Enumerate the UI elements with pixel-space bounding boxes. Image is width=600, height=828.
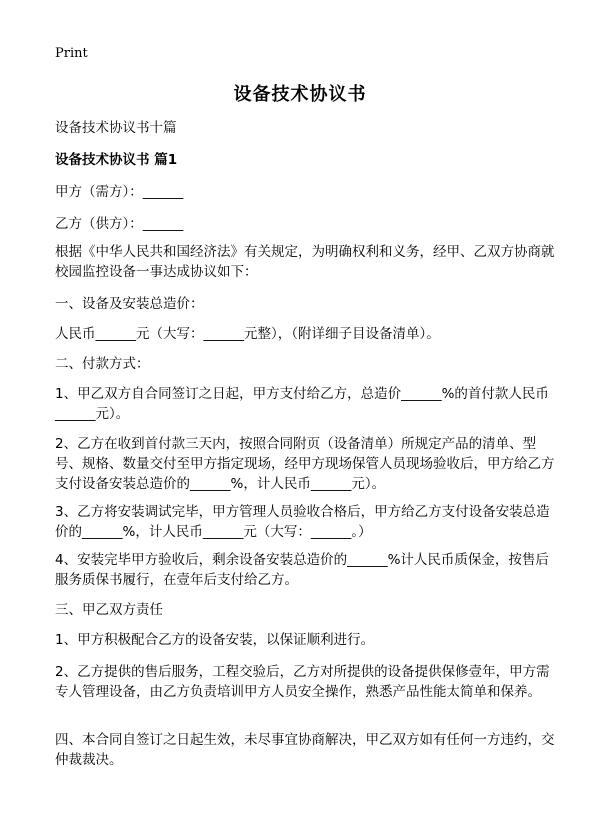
- clause-2-heading: 二、付款方式：: [55, 356, 150, 372]
- total-price-line: 人民币______元（大写：______元整），（附详细子目设备清单）。: [55, 326, 440, 342]
- document-title: 设备技术协议书: [233, 84, 367, 105]
- print-label[interactable]: Print: [55, 46, 88, 61]
- clause-1-heading: 一、设备及安装总造价：: [55, 296, 204, 312]
- preamble-paragraph: 根据《中华人民共和国经济法》有关规定，为明确权利和义务，经甲、乙双方协商就校园监控设备一事达成协议如下：: [55, 244, 555, 280]
- clause-4-paragraph: 四、本合同自签订之日起生效，未尽事宜协商解决，甲乙双方如有任何一方违约，交仲裁裁决。: [55, 732, 555, 768]
- document-subtitle: 设备技术协议书十篇: [55, 120, 177, 136]
- payment-item-2: 2、乙方在收到首付款三天内，按照合同附页（设备清单）所规定产品的清单、型号、规格、数量交付至甲方指定现场，经甲方现场保管人员现场验收后，甲方给乙方支付设备安装总造价的______%，计人民币______元）。: [55, 436, 555, 492]
- payment-item-1: 1、甲乙双方自合同签订之日起，甲方支付给乙方，总造价______%的首付款人民币______元）。: [55, 386, 549, 422]
- responsibility-item-2: 2、乙方提供的售后服务，工程交验后，乙方对所提供的设备提供保修壹年，甲方需专人管理设备，由乙方负责培训甲方人员安全操作，熟悉产品性能太简单和保养。: [55, 664, 550, 700]
- clause-3-heading: 三、甲乙双方责任: [55, 602, 163, 618]
- party-a-line: 甲方（需方）：______: [55, 184, 184, 200]
- payment-item-3: 3、乙方将安装调试完毕，甲方管理人员验收合格后，甲方给乙方支付设备安装总造价的______%，计人民币______元（大写：______。）: [55, 504, 550, 540]
- party-b-line: 乙方（供方）：______: [55, 216, 184, 232]
- section-heading: 设备技术协议书 篇1: [55, 152, 178, 168]
- responsibility-item-1: 1、甲方积极配合乙方的设备安装，以保证顺利进行。: [55, 632, 375, 648]
- payment-item-4: 4、安装完毕甲方验收后，剩余设备安装总造价的______%计人民币质保金，按售后服务质保书履行，在壹年后支付给乙方。: [55, 552, 549, 588]
